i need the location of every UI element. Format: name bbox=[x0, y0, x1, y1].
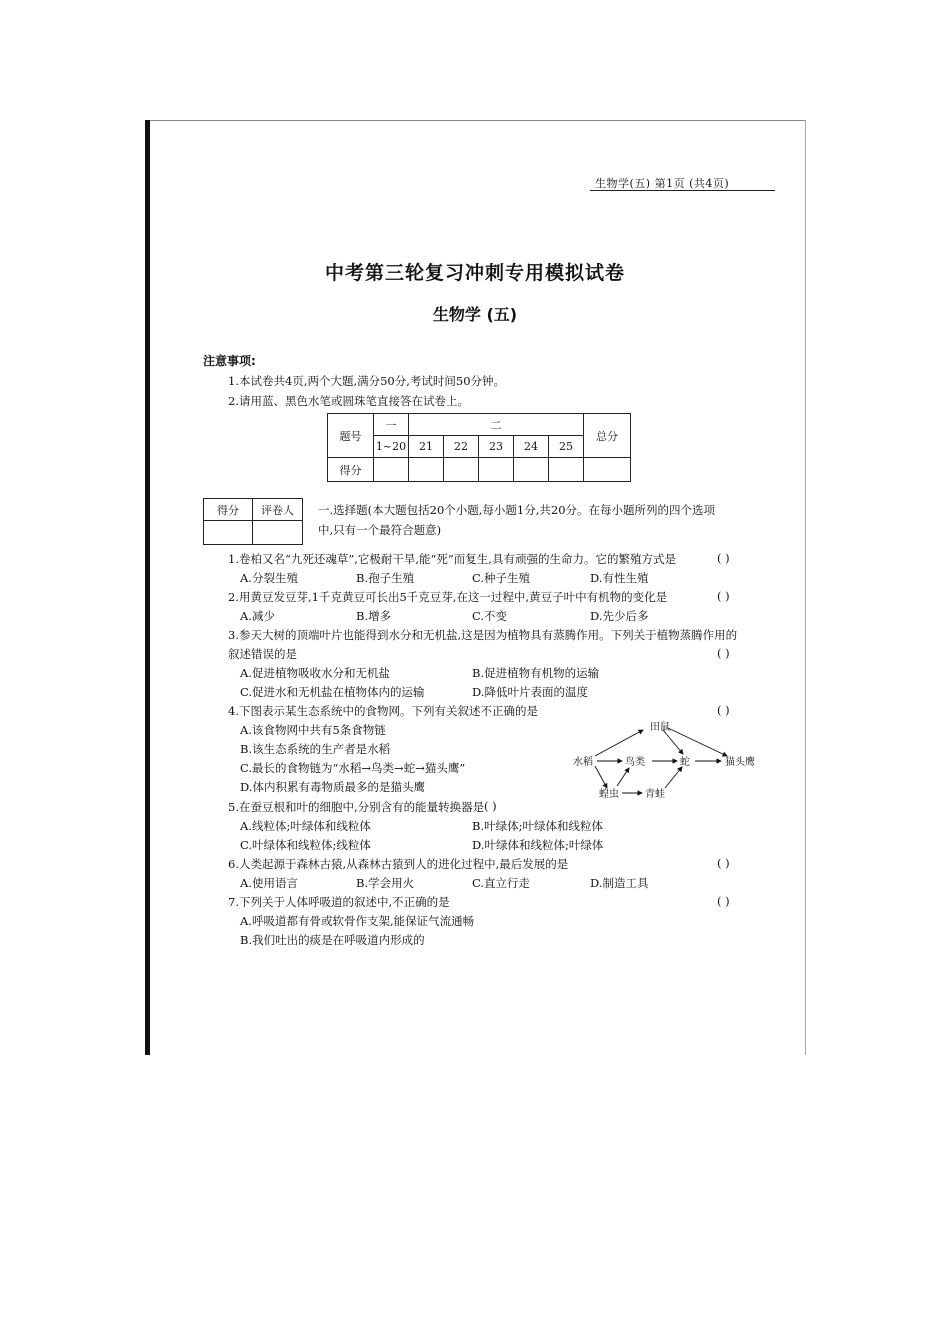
option: A.线粒体;叶绿体和线粒体 bbox=[240, 819, 371, 833]
answer-bracket[interactable]: ( ) bbox=[717, 856, 730, 870]
option: C.促进水和无机盐在植物体内的运输 bbox=[240, 685, 425, 699]
answer-bracket[interactable]: ( ) bbox=[717, 646, 730, 660]
option: A.该食物网中共有5条食物链 bbox=[240, 723, 386, 737]
score-cell bbox=[479, 458, 514, 482]
option: A.呼吸道都有骨或软骨作支架,能保证气流通畅 bbox=[240, 914, 475, 928]
section-heading-cont: 中,只有一个最符合题意) bbox=[318, 523, 442, 537]
option: D.有性生殖 bbox=[590, 571, 649, 585]
score-table-col: 21 bbox=[409, 436, 444, 458]
food-web-diagram bbox=[565, 718, 765, 803]
score-table-col: 22 bbox=[444, 436, 479, 458]
food-web-arrow bbox=[617, 768, 629, 786]
score-cell bbox=[549, 458, 584, 482]
grader-name-label: 评卷人 bbox=[253, 499, 303, 521]
food-web-arrow bbox=[668, 728, 727, 756]
option: D.制造工具 bbox=[590, 876, 649, 890]
food-web-node: 蛇 bbox=[680, 757, 690, 768]
grader-box bbox=[203, 498, 303, 545]
question-stem: 4.下图表示某生态系统中的食物网。下列有关叙述不正确的是 bbox=[228, 704, 538, 718]
option: D.降低叶片表面的温度 bbox=[472, 685, 588, 699]
option: A.减少 bbox=[240, 609, 275, 623]
option: B.促进植物有机物的运输 bbox=[472, 666, 600, 680]
option: A.使用语言 bbox=[240, 876, 298, 890]
answer-bracket[interactable]: ( ) bbox=[717, 894, 730, 908]
score-table bbox=[327, 413, 631, 482]
food-web-arrow bbox=[595, 730, 643, 756]
exam-subtitle: 生物学 (五) bbox=[432, 305, 518, 324]
question-stem: 1.卷柏又名“九死还魂草”,它极耐干旱,能“死”而复生,具有顽强的生命力。它的繁殖方式是 bbox=[228, 552, 676, 566]
food-web-arrow bbox=[595, 766, 607, 788]
option: D.先少后多 bbox=[590, 609, 649, 623]
exam-title: 中考第三轮复习冲刺专用模拟试卷 bbox=[324, 262, 625, 284]
food-web-node: 田鼠 bbox=[650, 722, 670, 733]
score-cell bbox=[584, 458, 631, 482]
section-heading: 一.选择题(本大题包括20个小题,每小题1分,共20分。在每小题所列的四个选项 bbox=[318, 503, 716, 517]
food-web-arrow bbox=[665, 767, 682, 788]
food-web-node: 猫头鹰 bbox=[725, 757, 755, 768]
notice-title: 注意事项: bbox=[203, 354, 256, 368]
score-cell bbox=[409, 458, 444, 482]
score-table-part2: 二 bbox=[409, 414, 584, 436]
option: C.直立行走 bbox=[472, 876, 531, 890]
score-table-col: 24 bbox=[514, 436, 549, 458]
answer-bracket[interactable]: ( ) bbox=[484, 799, 497, 813]
food-web-node: 蝗虫 bbox=[599, 789, 619, 800]
answer-bracket[interactable]: ( ) bbox=[717, 703, 730, 717]
option: B.我们吐出的痰是在呼吸道内形成的 bbox=[240, 933, 425, 947]
header-rule bbox=[590, 190, 775, 191]
question-stem: 2.用黄豆发豆芽,1千克黄豆可长出5千克豆芽,在这一过程中,黄豆子叶中有机物的变化是 bbox=[228, 590, 668, 604]
score-cell bbox=[444, 458, 479, 482]
page-border-top bbox=[145, 120, 805, 121]
option: D.叶绿体和线粒体;叶绿体 bbox=[472, 838, 604, 852]
food-web-node: 水稻 bbox=[573, 757, 593, 768]
question-stem: 6.人类起源于森林古猿,从森林古猿到人的进化过程中,最后发展的是 bbox=[228, 857, 569, 871]
option: C.叶绿体和线粒体;线粒体 bbox=[240, 838, 371, 852]
option: C.不变 bbox=[472, 609, 508, 623]
score-table-col: 23 bbox=[479, 436, 514, 458]
question-stem-cont: 叙述错误的是 bbox=[228, 647, 297, 661]
notice-item: 2.请用蓝、黑色水笔或圆珠笔直接答在试卷上。 bbox=[228, 394, 469, 408]
option: C.最长的食物链为“水稻→鸟类→蛇→猫头鹰” bbox=[240, 761, 466, 775]
food-web-node: 青蛙 bbox=[645, 789, 665, 800]
option: B.叶绿体;叶绿体和线粒体 bbox=[472, 819, 603, 833]
grader-score-label: 得分 bbox=[204, 499, 253, 521]
score-table-question-label: 题号 bbox=[328, 414, 374, 458]
score-cell bbox=[514, 458, 549, 482]
option: B.该生态系统的生产者是水稻 bbox=[240, 742, 391, 756]
grader-name-cell bbox=[253, 521, 303, 545]
score-table-part1: 一 bbox=[374, 414, 409, 436]
option: B.学会用火 bbox=[356, 876, 415, 890]
option: D.体内积累有毒物质最多的是猫头鹰 bbox=[240, 780, 425, 794]
page-header: 生物学(五) 第1页 (共4页) bbox=[595, 177, 730, 190]
option: B.孢子生殖 bbox=[356, 571, 415, 585]
question-stem: 5.在蚕豆根和叶的细胞中,分别含有的能量转换器是 bbox=[228, 800, 485, 814]
food-web-node: 鸟类 bbox=[625, 757, 645, 768]
notice-item: 1.本试卷共4页,两个大题,满分50分,考试时间50分钟。 bbox=[228, 374, 506, 388]
question-stem: 3.参天大树的顶端叶片也能得到水分和无机盐,这是因为植物具有蒸腾作用。下列关于植物蒸腾作用的 bbox=[228, 628, 738, 642]
option: A.分裂生殖 bbox=[240, 571, 298, 585]
option: B.增多 bbox=[356, 609, 392, 623]
option: C.种子生殖 bbox=[472, 571, 531, 585]
option: A.促进植物吸收水分和无机盐 bbox=[240, 666, 390, 680]
score-table-col: 25 bbox=[549, 436, 584, 458]
answer-bracket[interactable]: ( ) bbox=[717, 551, 730, 565]
answer-bracket[interactable]: ( ) bbox=[717, 589, 730, 603]
score-table-score-label: 得分 bbox=[328, 458, 374, 482]
grader-score-cell bbox=[204, 521, 253, 545]
score-table-col: 1~20 bbox=[374, 436, 409, 458]
score-table-total-label: 总分 bbox=[584, 414, 631, 458]
question-stem: 7.下列关于人体呼吸道的叙述中,不正确的是 bbox=[228, 895, 450, 909]
score-cell bbox=[374, 458, 409, 482]
